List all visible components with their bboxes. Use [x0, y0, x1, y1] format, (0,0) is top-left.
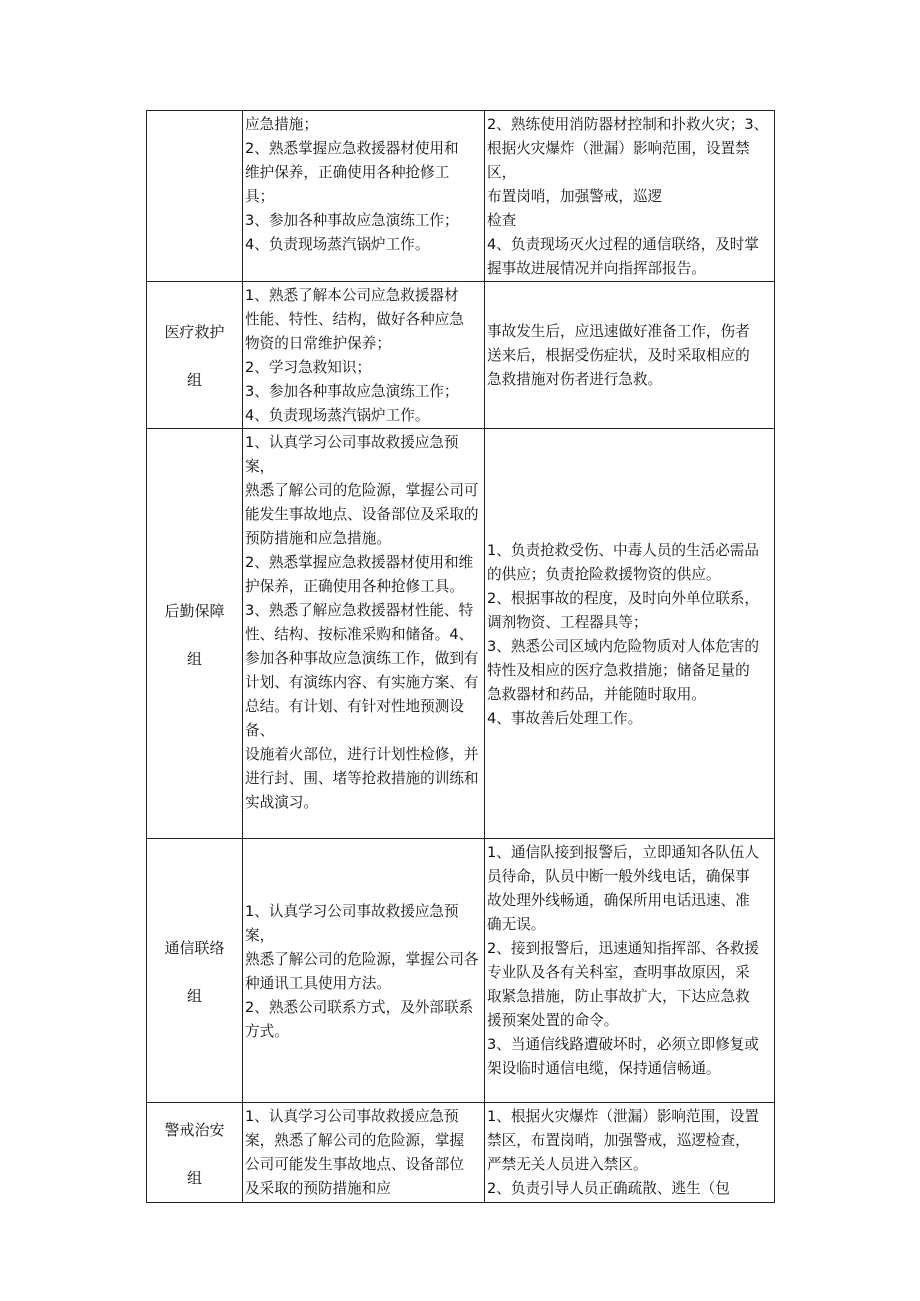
- duty-line: 公司可能发生事故地点、设备部位: [245, 1156, 464, 1173]
- duty-line: 4、负责现场蒸汽锅炉工作。: [245, 407, 430, 424]
- duty-line: 4、负责现场蒸汽锅炉工作。: [245, 236, 430, 253]
- responsibility-line: 的供应；负责抢险救援物资的供应。: [487, 565, 721, 583]
- duty-line: 3、参加各种事故应急演练工作；: [245, 212, 459, 229]
- responsibility-line: 根据火灾爆炸（泄漏）影响范围，设置禁区，: [487, 140, 750, 181]
- responsibility-line: 送来后，根据受伤症状，及时采取相应的: [487, 347, 750, 364]
- responsibilities-cell: [485, 839, 775, 1103]
- duty-line: 总结。有计划、有针对性地预测设备、: [245, 698, 464, 739]
- duty-line: 维护保养，正确使用各种抢修工: [245, 164, 450, 181]
- duties-cell: [243, 429, 485, 839]
- responsibility-line: 3、当通信线路遭破坏时，必须立即修复或: [487, 1036, 759, 1053]
- responsibility-line: 1、通信队接到报警后，立即通知各队伍人: [487, 844, 759, 861]
- duty-line: 计划、有演练内容、有实施方案、有: [245, 674, 479, 691]
- responsibility-line: 2、接到报警后，迅速通知指挥部、各救援: [487, 940, 759, 957]
- group-cell: [147, 1103, 243, 1203]
- duty-line: 参加各种事故应急演练工作，做到有: [245, 650, 479, 667]
- duty-line: 设施着火部位，进行计划性检修，并: [245, 746, 479, 763]
- group-name-line2: 组: [186, 649, 202, 668]
- responsibility-line: 确无误。: [487, 916, 546, 933]
- duty-line: 具；: [245, 188, 275, 205]
- responsibility-line: 2、熟练使用消防器材控制和扑救火灾；3、: [487, 116, 769, 133]
- group-name-line2: 组: [186, 986, 202, 1005]
- group-cell: [147, 839, 243, 1103]
- duty-line: 1、认真学习公司事故救援应急预案，: [245, 902, 459, 944]
- responsibilities-cell: [485, 282, 775, 429]
- duty-line: 方式。: [245, 1022, 289, 1040]
- duty-line: 2、熟悉掌握应急救援器材使用和维: [245, 554, 474, 571]
- responsibility-line: 3、熟悉公司区域内危险物质对人体危害的: [487, 637, 759, 655]
- responsibility-line: 事故发生后，应迅速做好准备工作，伤者: [487, 323, 750, 340]
- duties-cell: [243, 111, 485, 282]
- duty-line: 2、学习急救知识；: [245, 359, 372, 376]
- responsibility-line: 故处理外线畅通，确保所用电话迅速、准: [487, 892, 750, 909]
- duty-line: 熟悉了解公司的危险源，掌握公司可: [245, 482, 479, 499]
- group-name-line1: 通信联络: [164, 938, 225, 957]
- responsibility-line: 特性及相应的医疗急救措施；储备足量的: [487, 661, 750, 679]
- responsibility-line: 急救措施对伤者进行急救。: [487, 371, 663, 388]
- table-row: [147, 429, 775, 839]
- responsibility-line: 专业队及各有关科室，查明事故原因，采: [487, 964, 750, 981]
- duties-cell: [243, 1103, 485, 1203]
- responsibility-line: 取紧急措施，防止事故扩大，下达应急救: [487, 988, 750, 1005]
- duty-line: 案，熟悉了解公司的危险源，掌握: [245, 1132, 464, 1149]
- table-row: [147, 839, 775, 1103]
- duty-line: 1、熟悉了解本公司应急救援器材: [245, 287, 459, 304]
- responsibility-line: 禁区，布置岗哨，加强警戒，巡逻检查，: [487, 1132, 750, 1149]
- group-cell: [147, 429, 243, 839]
- group-name-line1: 后勤保障: [164, 601, 225, 620]
- responsibility-line: 员待命，队员中断一般外线电话，确保事: [487, 868, 750, 885]
- group-name-line1: 警戒治安: [164, 1120, 225, 1139]
- responsibility-line: 架设临时通信电缆，保持通信畅通。: [487, 1060, 721, 1077]
- responsibility-line: 检查: [487, 212, 517, 229]
- responsibilities-cell: [485, 1103, 775, 1203]
- responsibility-line: 布置岗哨，加强警戒，巡逻: [487, 188, 663, 205]
- group-cell: [147, 282, 243, 429]
- table-row: [147, 1103, 775, 1203]
- duty-line: 护保养，正确使用各种抢修工具。: [245, 578, 464, 595]
- responsibility-line: 握事故进展情况并向指挥部报告。: [487, 260, 706, 277]
- duty-line: 进行封、围、堵等抢救措施的训练和: [245, 770, 479, 787]
- duty-line: 熟悉了解公司的危险源，掌握公司各: [245, 950, 479, 968]
- duty-line: 能发生事故地点、设备部位及采取的: [245, 506, 479, 523]
- duty-line: 2、熟悉公司联系方式，及外部联系: [245, 998, 474, 1016]
- responsibility-line: 1、根据火灾爆炸（泄漏）影响范围，设置: [487, 1108, 759, 1125]
- duties-cell: [243, 282, 485, 429]
- duty-line: 应急措施；: [245, 116, 318, 133]
- duty-line: 预防措施和应急措施。: [245, 530, 391, 547]
- responsibilities-cell: [485, 111, 775, 282]
- duty-line: 3、熟悉了解应急救援器材性能、特: [245, 602, 474, 619]
- responsibility-line: 4、事故善后处理工作。: [487, 709, 643, 727]
- group-name-line2: 组: [186, 1168, 202, 1187]
- duty-line: 性、结构、按标准采购和储备。4、: [245, 626, 474, 643]
- duties-cell: [243, 839, 485, 1103]
- duty-line: 实战演习。: [245, 794, 318, 811]
- responsibility-line: 1、负责抢救受伤、中毒人员的生活必需品: [487, 541, 759, 559]
- responsibility-line: 援预案处置的命令。: [487, 1012, 619, 1029]
- duty-line: 性能、特性、结构，做好各种应急: [245, 311, 464, 328]
- duty-line: 1、认真学习公司事故救援应急预案，: [245, 434, 459, 475]
- duty-line: 2、熟悉掌握应急救援器材使用和: [245, 140, 459, 157]
- responsibility-line: 2、负责引导人员正确疏散、逃生（包: [487, 1180, 730, 1197]
- group-name-line2: 组: [186, 371, 202, 389]
- responsibility-line: 4、负责现场灭火过程的通信联络，及时掌: [487, 236, 759, 253]
- group-cell: [147, 111, 243, 282]
- responsibility-line: 严禁无关人员进入禁区。: [487, 1156, 648, 1173]
- table-row: [147, 282, 775, 429]
- duty-line: 3、参加各种事故应急演练工作；: [245, 383, 459, 400]
- table-row: [147, 111, 775, 282]
- duty-line: 物资的日常维护保养；: [245, 335, 391, 352]
- responsibility-line: 调剂物资、工程器具等；: [487, 613, 648, 631]
- duty-line: 1、认真学习公司事故救援应急预: [245, 1108, 459, 1125]
- responsibilities-cell: [485, 429, 775, 839]
- responsibility-line: 2、根据事故的程度，及时向外单位联系，: [487, 589, 759, 607]
- group-name-line1: 医疗救护: [164, 323, 225, 341]
- duty-line: 种通讯工具使用方法。: [245, 974, 391, 992]
- responsibility-line: 急救器材和药品，并能随时取用。: [487, 685, 706, 703]
- duty-line: 及采取的预防措施和应: [245, 1180, 391, 1197]
- emergency-duty-table: [146, 110, 775, 1203]
